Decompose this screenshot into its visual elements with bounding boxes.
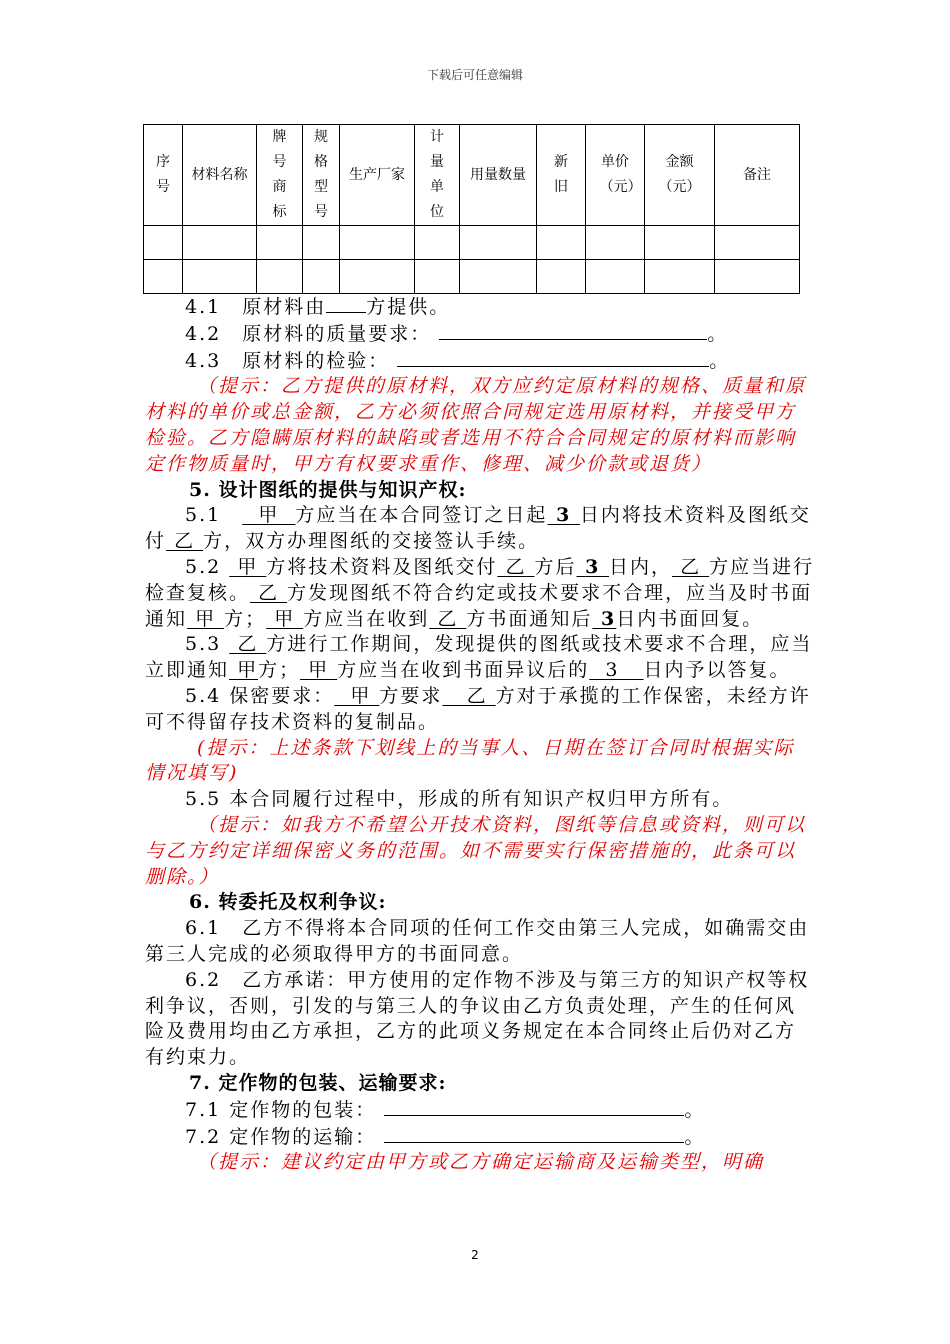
clause-5-2: 5.2 甲 方将技术资料及图纸交付 乙 方后 3 日内， 乙 方应当进行检查复核。 乙 方发现图纸不符合约定或技术要求不合理，应当及时书面通知 甲 方； 甲 方应当在收到 乙 方书面通知后 3日内书面回复。 — [145, 555, 815, 630]
col-header-qty: 用量数量 — [460, 125, 537, 226]
filled-party: 甲 — [258, 504, 280, 527]
blank-field[interactable] — [326, 294, 366, 313]
hint-transport: （提示：建议约定由甲方或乙方确定运输商及运输类型，明确 — [197, 1151, 765, 1174]
clause-4-3: 4.3 原材料的检验： 。 — [185, 349, 731, 372]
filled-party: 乙 — [505, 555, 527, 578]
blank-field[interactable] — [384, 1097, 684, 1116]
table-cell[interactable] — [183, 226, 257, 260]
clause-7-1: 7.1 定作物的包装： 。 — [185, 1098, 706, 1121]
table-cell[interactable] — [586, 226, 645, 260]
table-row — [144, 226, 800, 260]
filled-party: 甲 — [237, 659, 259, 682]
table-cell[interactable] — [415, 226, 460, 260]
hint-fill-parties: (提示：上述条款下划线上的当事人、日期在签订合同时根据实际情况填写) — [145, 736, 795, 785]
table-cell[interactable] — [183, 260, 257, 294]
col-header-unit: 计量单位 — [415, 125, 460, 226]
clause-4-2: 4.2 原材料的质量要求： 。 — [185, 322, 729, 345]
section-5-title: 5. 设计图纸的提供与知识产权: — [189, 478, 467, 501]
hint-raw-materials: （提示：乙方提供的原材料，双方应约定原材料的规格、质量和原材料的单价或总金额，乙方必须依照合同规定选用原材料，并接受甲方检验。乙方隐瞒原材料的缺陷或者选用不符合合同规定的原材料而影响定作物质量时，甲方有权要求重作、修理、减少价款或退货） — [145, 375, 807, 475]
clause-6-2: 6.2 乙方承诺：甲方使用的定作物不涉及与第三方的知识产权等权利争议，否则，引发的与第三人的争议由乙方负责处理，产生的任何风险及费用均由乙方承担，乙方的此项义务规定在本合同终止后仍对乙方有约束力。 — [145, 968, 810, 1069]
table-cell[interactable] — [460, 260, 537, 294]
col-header-brand: 牌号商标 — [257, 125, 303, 226]
table-cell[interactable] — [460, 226, 537, 260]
table-cell[interactable] — [715, 260, 800, 294]
table-cell[interactable] — [586, 260, 645, 294]
col-header-remark: 备注 — [715, 125, 800, 226]
filled-party: 甲 — [308, 659, 330, 682]
table-cell[interactable] — [257, 226, 303, 260]
filled-days: 3 — [585, 555, 601, 578]
filled-party: 甲 — [274, 607, 296, 630]
table-cell[interactable] — [257, 260, 303, 294]
col-header-price: 单价（元） — [586, 125, 645, 226]
filled-party: 乙 — [466, 684, 488, 707]
col-header-maker: 生产厂家 — [340, 125, 415, 226]
contract-body — [145, 294, 815, 1176]
filled-party: 甲 — [237, 555, 259, 578]
table-cell[interactable] — [415, 260, 460, 294]
col-header-condition: 新旧 — [537, 125, 586, 226]
table-cell[interactable] — [537, 226, 586, 260]
clause-4-1: 4.1 原材料由 方提供。 — [185, 296, 451, 318]
col-header-spec: 规格型号 — [303, 125, 340, 226]
table-cell[interactable] — [715, 226, 800, 260]
table-cell[interactable] — [144, 260, 183, 294]
col-header-amount: 金额（元） — [645, 125, 715, 226]
filled-party: 乙 — [437, 607, 459, 630]
table-cell[interactable] — [537, 260, 586, 294]
blank-field[interactable] — [439, 321, 707, 340]
blank-field[interactable] — [397, 348, 709, 367]
clause-5-5: 5.5 本合同履行过程中，形成的所有知识产权归甲方所有。 — [185, 788, 734, 811]
filled-days: 3 — [601, 607, 617, 630]
table-cell[interactable] — [303, 260, 340, 294]
table-cell[interactable] — [645, 226, 715, 260]
clause-5-4: 5.4 保密要求： 甲 方要求 乙 方对于承揽的工作保密，未经方许可不得留存技术资料的复制品。 — [145, 684, 811, 733]
filled-days: 3 — [605, 659, 620, 682]
table-cell[interactable] — [340, 226, 415, 260]
filled-party: 乙 — [237, 633, 259, 656]
clause-6-1: 6.1 乙方不得将本合同项的任何工作交由第三人完成，如确需交由第三人完成的必须取得甲方的书面同意。 — [145, 917, 810, 965]
clause-7-2: 7.2 定作物的运输： 。 — [185, 1125, 706, 1148]
col-header-seq: 序号 — [144, 125, 183, 226]
filled-days: 3 — [556, 504, 572, 527]
filled-party: 甲 — [195, 607, 217, 630]
hint-confidentiality: （提示：如我方不希望公开技术资料，图纸等信息或资料，则可以与乙方约定详细保密义务的范围。如不需要实行保密措施的，此条可以删除。） — [145, 813, 807, 888]
table-header-row — [144, 125, 800, 226]
table-cell[interactable] — [144, 226, 183, 260]
page-number: 2 — [471, 1248, 479, 1262]
blank-field[interactable] — [384, 1124, 684, 1143]
filled-party: 乙 — [174, 530, 196, 553]
col-header-material: 材料名称 — [183, 125, 257, 226]
filled-party: 乙 — [680, 555, 702, 578]
table-row — [144, 260, 800, 294]
filled-party: 乙 — [258, 581, 280, 604]
table-cell[interactable] — [303, 226, 340, 260]
clause-5-3: 5.3 乙 方进行工作期间，发现提供的图纸或技术要求不合理，应当立即通知 甲方； 甲 方应当在收到书面异议后的 3 日内予以答复。 — [145, 633, 813, 682]
section-7-title: 7. 定作物的包装、运输要求: — [189, 1071, 447, 1094]
clause-5-1: 5.1 甲 方应当在本合同签订之日起 3 日内将技术资料及图纸交付 乙 方，双方办理图纸的交接签认手续。 — [145, 504, 811, 553]
filled-party: 甲 — [350, 684, 372, 707]
table-cell[interactable] — [645, 260, 715, 294]
section-6-title: 6. 转委托及权利争议: — [189, 891, 387, 914]
table-cell[interactable] — [340, 260, 415, 294]
page-header: 下载后可任意编辑 — [426, 68, 523, 82]
materials-table — [143, 124, 800, 294]
